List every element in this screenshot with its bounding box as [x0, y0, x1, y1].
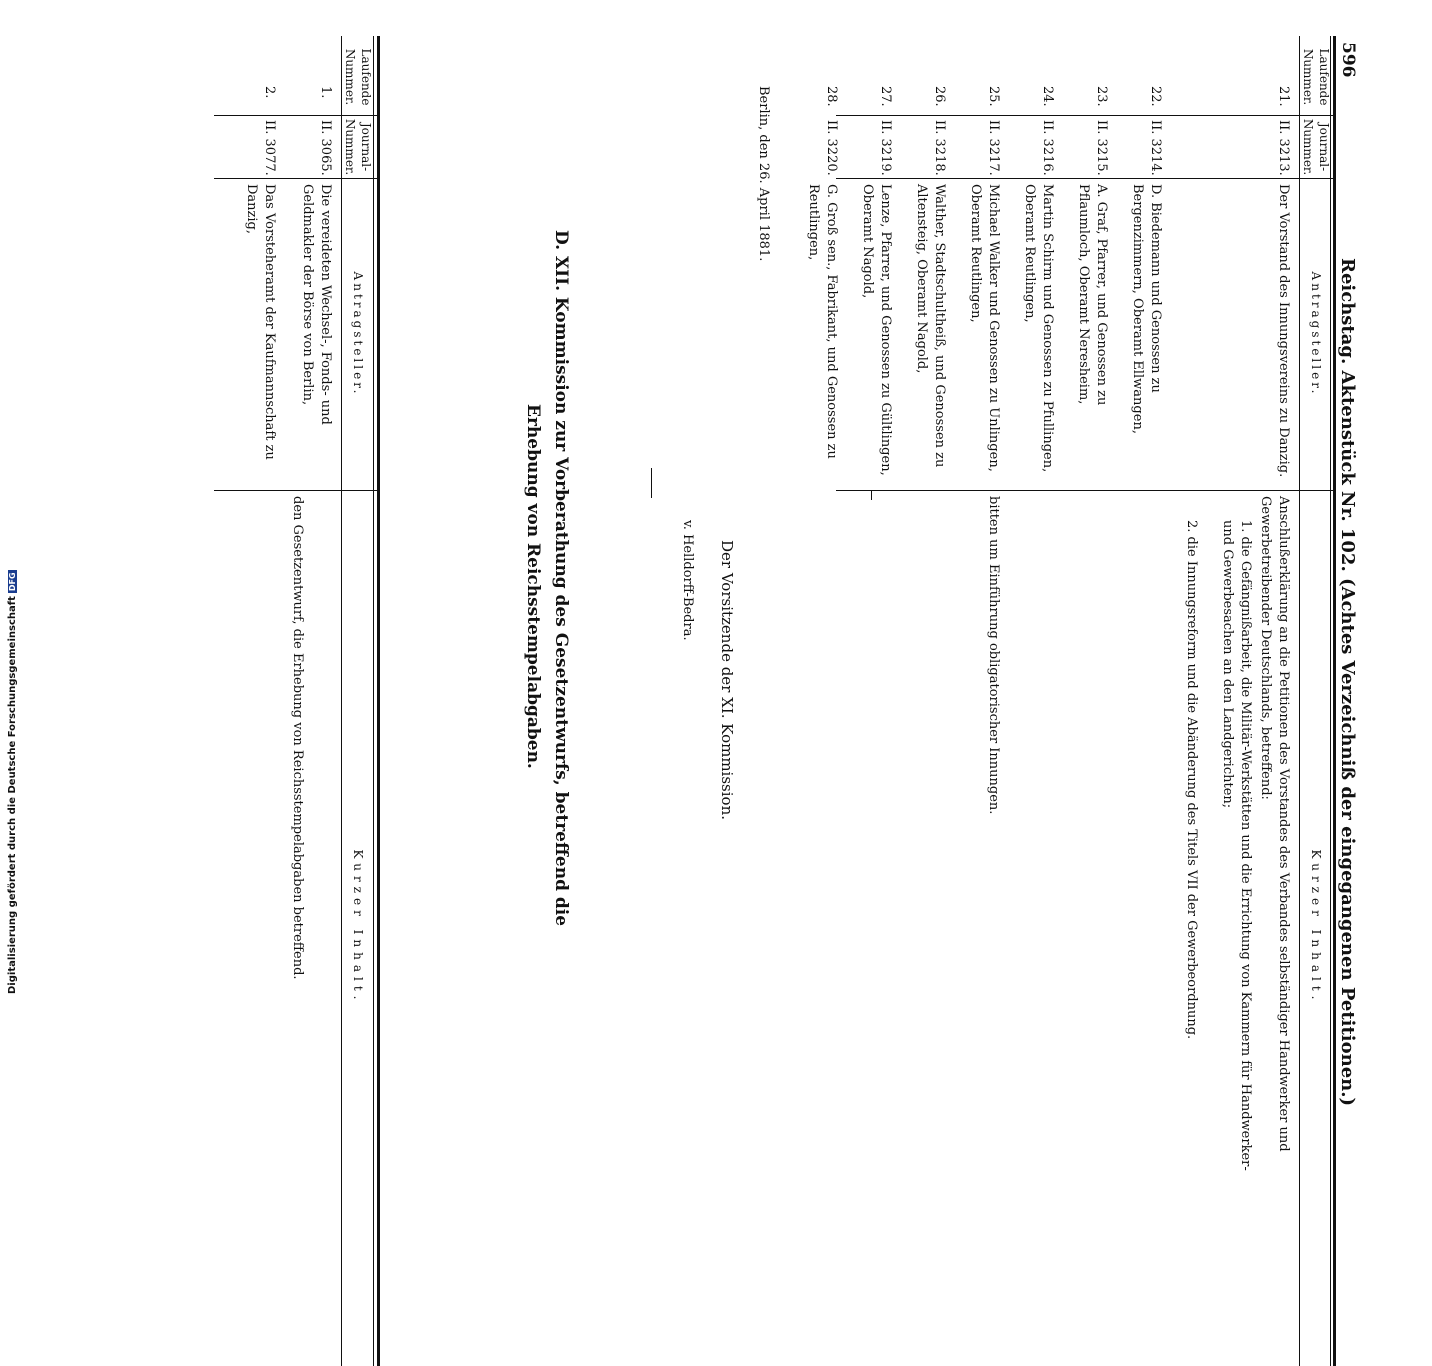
section2-title-line2: Erhebung von Reichsstempelabgaben. — [523, 404, 543, 769]
t1-row28-antrag: G. Groß sen., Fabrikant, und Genossen zu Reutlingen, — [806, 184, 839, 459]
t1-row28-lfd: 28. — [824, 86, 839, 107]
t1-row21-inhalt-item1: 1. die Gefängnißarbeit, die Militär-Werkstätten und die Errichtung von Kammern für Handwerker- und Gewerbesachen an den Landgerichten; — [1220, 520, 1253, 1171]
t1-row24-journal: II. 3216. — [1040, 120, 1055, 176]
table1-header-journal: Journal-Nummer. — [1301, 118, 1331, 176]
t2-row1-lfd: 1. — [318, 86, 333, 99]
place-date: Berlin, den 26. April 1881. — [756, 86, 771, 262]
t2-row2-journal: II. 3077. — [262, 120, 277, 176]
t1-row26-lfd: 26. — [932, 86, 947, 107]
table2-header-journal: Journal-Nummer. — [343, 118, 373, 176]
t1-row24-lfd: 24. — [1040, 86, 1055, 107]
t1-row26-antrag: Walther, Stadtschultheiß, und Genossen zu Altensteig, Oberamt Nagold, — [914, 184, 947, 468]
t1-row23-antrag: A. Graf, Pfarrer, und Genossen zu Pflaumloch, Oberamt Neresheim, — [1076, 184, 1109, 406]
table1-header-inhalt: Kurzer Inhalt. — [1309, 849, 1323, 1005]
page-number: 596 — [1338, 42, 1358, 78]
t1-row23-lfd: 23. — [1094, 86, 1109, 107]
table2-col-sep-2 — [214, 178, 380, 179]
table2-col-sep-3 — [214, 490, 380, 491]
t2-shared-inhalt: den Gesetzentwurf, die Erhebung von Reichsstempelabgaben betreffend. — [290, 496, 305, 980]
dfg-logo: DFG — [8, 572, 17, 592]
t1-row27-journal: II. 3219. — [878, 120, 893, 176]
signature-role: Der Vorsitzende der XI. Kommission. — [718, 540, 736, 820]
table2-header-inhalt: Kurzer Inhalt. — [351, 849, 365, 1005]
table1-header-lfd: Laufende Nummer. — [1301, 48, 1331, 106]
table2-header-antrag: Antragsteller. — [351, 271, 365, 397]
t1-row26-journal: II. 3218. — [932, 120, 947, 176]
table2-col-sep-1 — [214, 115, 380, 116]
table1-top-rule-thin — [1330, 36, 1331, 1366]
table1-header-rule — [1299, 36, 1300, 1366]
t1-row21-lfd: 21. — [1276, 86, 1291, 107]
t2-row2-lfd: 2. — [262, 86, 277, 99]
t1-row22-journal: II. 3214. — [1148, 120, 1163, 176]
t1-row22-antrag: D. Biedemann und Genossen zu Bergenzimmern, Oberamt Ellwangen, — [1130, 184, 1163, 434]
table1-top-rule — [1333, 36, 1336, 1366]
table1-col-sep-3 — [836, 490, 1336, 491]
t1-row27-lfd: 27. — [878, 86, 893, 107]
t1-row24-antrag: Martin Schirm und Genossen zu Pfullingen, Oberamt Reutlingen, — [1022, 184, 1055, 473]
signature-divider — [651, 468, 652, 498]
table1-header-antrag: Antragsteller. — [1309, 271, 1323, 397]
t1-row28-journal: II. 3220. — [824, 120, 839, 176]
t1-row22-lfd: 22. — [1148, 86, 1163, 107]
t2-row2-antrag: Das Vorsteheramt der Kaufmannschaft zu Danzig, — [244, 184, 277, 460]
t1-row21-journal: II. 3213. — [1276, 120, 1291, 176]
t1-row25-journal: II. 3217. — [986, 120, 1001, 176]
table1-col-sep-2 — [836, 178, 1336, 179]
t1-row21-inhalt: Anschlußerklärung an die Petitionen des Vorstandes des Verbandes selbständiger Handwerker und Gewerbetreibender Deutschlands, betreffend: — [1258, 496, 1291, 1152]
table2-top-rule-thin — [373, 36, 374, 1366]
t1-row25-lfd: 25. — [986, 86, 1001, 107]
t1-row21-antrag: Der Vorstand des Innungsvereins zu Danzig. — [1276, 184, 1291, 478]
table2-top-rule — [377, 36, 380, 1366]
t1-row23-journal: II. 3215. — [1094, 120, 1109, 176]
t1-row27-antrag: Lenze, Pfarrer, und Genossen zu Gültlingen, Oberamt Nagold, — [860, 184, 893, 476]
table2-header-rule — [341, 36, 342, 1366]
page-title: Reichstag. Aktenstück Nr. 102. (Achtes Verzeichniß der eingegangenen Petitionen.) — [1337, 258, 1358, 1107]
section2-title-line1: D. XII. Kommission zur Vorberathung des Gesetzentwurfs, betreffend die — [551, 230, 571, 927]
t2-row1-journal: II. 3065. — [318, 120, 333, 176]
t1-row25-antrag: Michael Walker und Genossen zu Unlingen, Oberamt Reutlingen, — [968, 184, 1001, 472]
t2-row1-antrag: Die vereideten Wechsel-, Fonds- und Geldmakler der Börse von Berlin, — [300, 184, 333, 425]
credit-text: Digitalisierung gefördert durch die Deutsche Forschungsgemeinschaft — [7, 596, 18, 994]
brace-mark — [871, 490, 872, 500]
signature-name: v. Helldorff-Bedra. — [680, 520, 695, 641]
table2-header-lfd: Laufende Nummer. — [343, 48, 373, 106]
t1-shared-inhalt: bitten um Einführung obligatorischer Innungen. — [986, 496, 1001, 815]
t1-row21-inhalt-item2: 2. die Innungsreform und die Abänderung des Titels VII der Gewerbeordnung. — [1184, 520, 1199, 1040]
table1-col-sep-1 — [836, 115, 1336, 116]
